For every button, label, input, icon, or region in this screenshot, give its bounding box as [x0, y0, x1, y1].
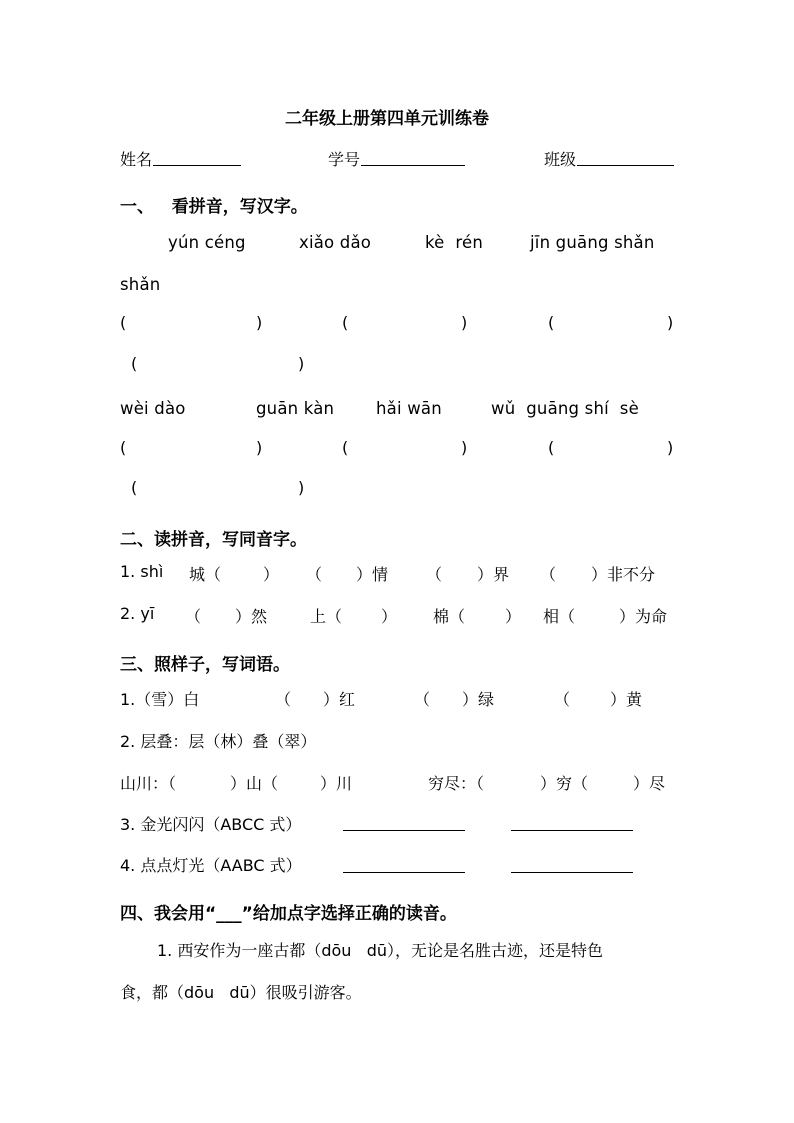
example-text: ）绿	[462, 690, 495, 709]
answer-paren-close: )	[461, 313, 468, 332]
answer-blank[interactable]	[343, 830, 465, 831]
class-blank[interactable]	[577, 165, 674, 166]
answer-paren-close: )	[256, 313, 263, 332]
homophone-text: ）界	[477, 565, 510, 584]
example-text: 1.（雪）白	[120, 690, 200, 709]
example-text: 3. 金光闪闪（ABCC 式）	[120, 815, 302, 834]
answer-paren-open: (	[120, 313, 127, 332]
homophone-text: （	[185, 607, 202, 626]
example-text: （	[275, 690, 292, 709]
example-text: （	[414, 690, 431, 709]
page-title: 二年级上册第四单元训练卷	[285, 109, 489, 129]
section-3-heading: 三、照样子，写词语。	[120, 655, 290, 675]
example-text: 2. 层叠：层（林）叠（翠）	[120, 732, 317, 751]
pinyin-item: jīn guāng shǎn	[530, 233, 655, 252]
pinyin-item: hǎi wān	[376, 399, 442, 418]
homophone-text: 相（	[543, 607, 576, 626]
answer-blank[interactable]	[511, 872, 633, 873]
homophone-text: ）	[263, 565, 280, 584]
answer-blank[interactable]	[511, 830, 633, 831]
homophone-label: 2. yī	[120, 604, 155, 623]
answer-paren-open: (	[131, 354, 138, 373]
answer-paren-close: )	[667, 313, 674, 332]
answer-paren-open: (	[120, 438, 127, 457]
homophone-text: （	[426, 565, 443, 584]
homophone-text: ）非不分	[591, 565, 656, 584]
answer-paren-open: (	[342, 313, 349, 332]
answer-paren-close: )	[461, 438, 468, 457]
answer-paren-close: )	[256, 438, 263, 457]
answer-paren-close: )	[298, 478, 305, 497]
pinyin-item-wrap: shǎn	[120, 275, 161, 294]
example-text: ）黄	[610, 690, 643, 709]
section-1-heading: 一、 看拼音，写汉字。	[120, 197, 308, 217]
answer-paren-open: (	[342, 438, 349, 457]
example-text: 山川：（	[120, 774, 177, 793]
answer-paren-open: (	[131, 478, 138, 497]
homophone-label: 1. shì	[120, 562, 164, 581]
homophone-text: 城（	[189, 565, 222, 584]
pinyin-item: wǔ guāng shí sè	[491, 399, 639, 418]
pinyin-item: xiǎo dǎo	[299, 233, 372, 252]
example-text: ）红	[323, 690, 356, 709]
homophone-text: ）	[381, 607, 398, 626]
answer-paren-close: )	[298, 354, 305, 373]
example-text: ）穷（	[540, 774, 589, 793]
name-blank[interactable]	[153, 165, 241, 166]
answer-paren-close: )	[667, 438, 674, 457]
number-label: 学号	[328, 150, 361, 169]
homophone-text: 上（	[310, 607, 343, 626]
answer-blank[interactable]	[343, 872, 465, 873]
example-text: ）尽	[633, 774, 666, 793]
section-4-heading: 四、我会用“___”给加点字选择正确的读音。	[120, 904, 457, 924]
name-label: 姓名	[120, 150, 153, 169]
pinyin-item: guān kàn	[256, 399, 335, 418]
paragraph-text: 1. 西安作为一座古都（dōu dū），无论是名胜古迹，还是特色	[157, 941, 603, 960]
homophone-text: ）	[505, 607, 522, 626]
paragraph-text: 食，都（dōu dū）很吸引游客。	[120, 983, 362, 1002]
example-text: 穷尽：（	[428, 774, 485, 793]
answer-paren-open: (	[548, 313, 555, 332]
homophone-text: 棉（	[433, 607, 466, 626]
example-text: ）山（	[230, 774, 279, 793]
number-blank[interactable]	[361, 165, 465, 166]
homophone-text: ）为命	[619, 607, 668, 626]
example-text: ）川	[320, 774, 353, 793]
homophone-text: ）然	[235, 607, 268, 626]
answer-paren-open: (	[548, 438, 555, 457]
pinyin-item: yún céng	[168, 233, 246, 252]
class-label: 班级	[544, 150, 577, 169]
section-2-heading: 二、读拼音，写同音字。	[120, 530, 307, 550]
homophone-text: （	[306, 565, 323, 584]
homophone-text: ）情	[356, 565, 389, 584]
pinyin-item: wèi dào	[120, 399, 186, 418]
pinyin-item: kè rén	[425, 233, 484, 252]
example-text: （	[554, 690, 571, 709]
example-text: 4. 点点灯光（AABC 式）	[120, 856, 302, 875]
homophone-text: （	[540, 565, 557, 584]
